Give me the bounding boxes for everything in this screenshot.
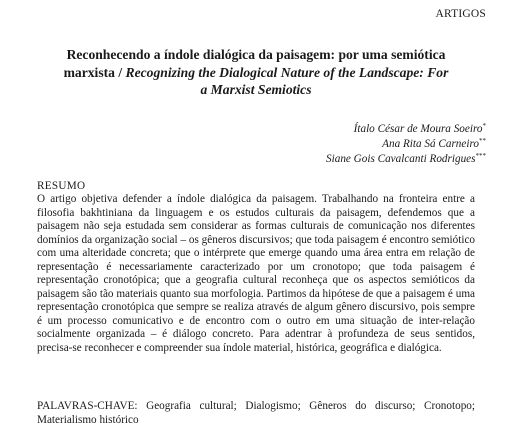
abstract-heading: RESUMO [37, 180, 86, 192]
abstract-text: O artigo objetiva defender a índole dialógica da paisagem. Trabalhando na fronteira entre a filosofia bakhtiniana da linguagem e os estudos culturais da paisagem, defendemos que a paisagem não seja estudada sem considerar as formas culturais de comunicação nos diferentes domínios da organização social – os gêneros discursivos; que toda paisagem é encontro semiótico com uma alteridade concreta; que o intérprete que emerge quando uma área entra em relação de representação é necessariamente caracterizado por um cronotopo; que toda paisagem é representação cronotópica; que a geografia cultural reconheça que os aspectos semióticos da paisagem são tão materiais quanto sua morfologia. Partimos da hipótese de que a paisagem é uma representação cronotópica que sempre se realiza através de algum gênero discursivo, pois sempre é um processo comunicativo e de encontro com o outro em uma situação de inter-relação socialmente organizada – é diálogo concreto. Para adentrar à profundeza de seus sentidos, precisa-se reconhecer e compreender sua índole material, histórica, geográfica e dialógica. [37, 193, 475, 354]
author-name: Siane Gois Cavalcanti Rodrigues [326, 153, 476, 166]
keywords-text: Geografia cultural; Dialogismo; Gêneros do discurso; Cronotopo; Materialismo histórico [37, 400, 475, 426]
author-footnote-mark: ** [479, 137, 486, 146]
author-footnote-mark: * [482, 122, 486, 130]
keywords-label: PALAVRAS-CHAVE: [37, 400, 138, 412]
section-label: ARTIGOS [435, 8, 486, 20]
author-3 [326, 152, 486, 167]
keywords [37, 400, 475, 427]
title-portuguese: Reconhecendo a índole dialógica da paisagem: por uma semiótica marxista / [63, 47, 446, 80]
title-english: Recognizing the Dialogical Nature of the Landscape: For a Marxist Semiotics [125, 64, 449, 97]
author-2 [326, 137, 486, 152]
author-name: Ítalo César de Moura Soeiro [353, 123, 483, 135]
author-footnote-mark: *** [475, 152, 486, 161]
author-1 [326, 122, 486, 137]
author-list [326, 122, 486, 168]
author-name: Ana Rita Sá Carneiro [382, 138, 479, 151]
article-title [60, 46, 452, 99]
